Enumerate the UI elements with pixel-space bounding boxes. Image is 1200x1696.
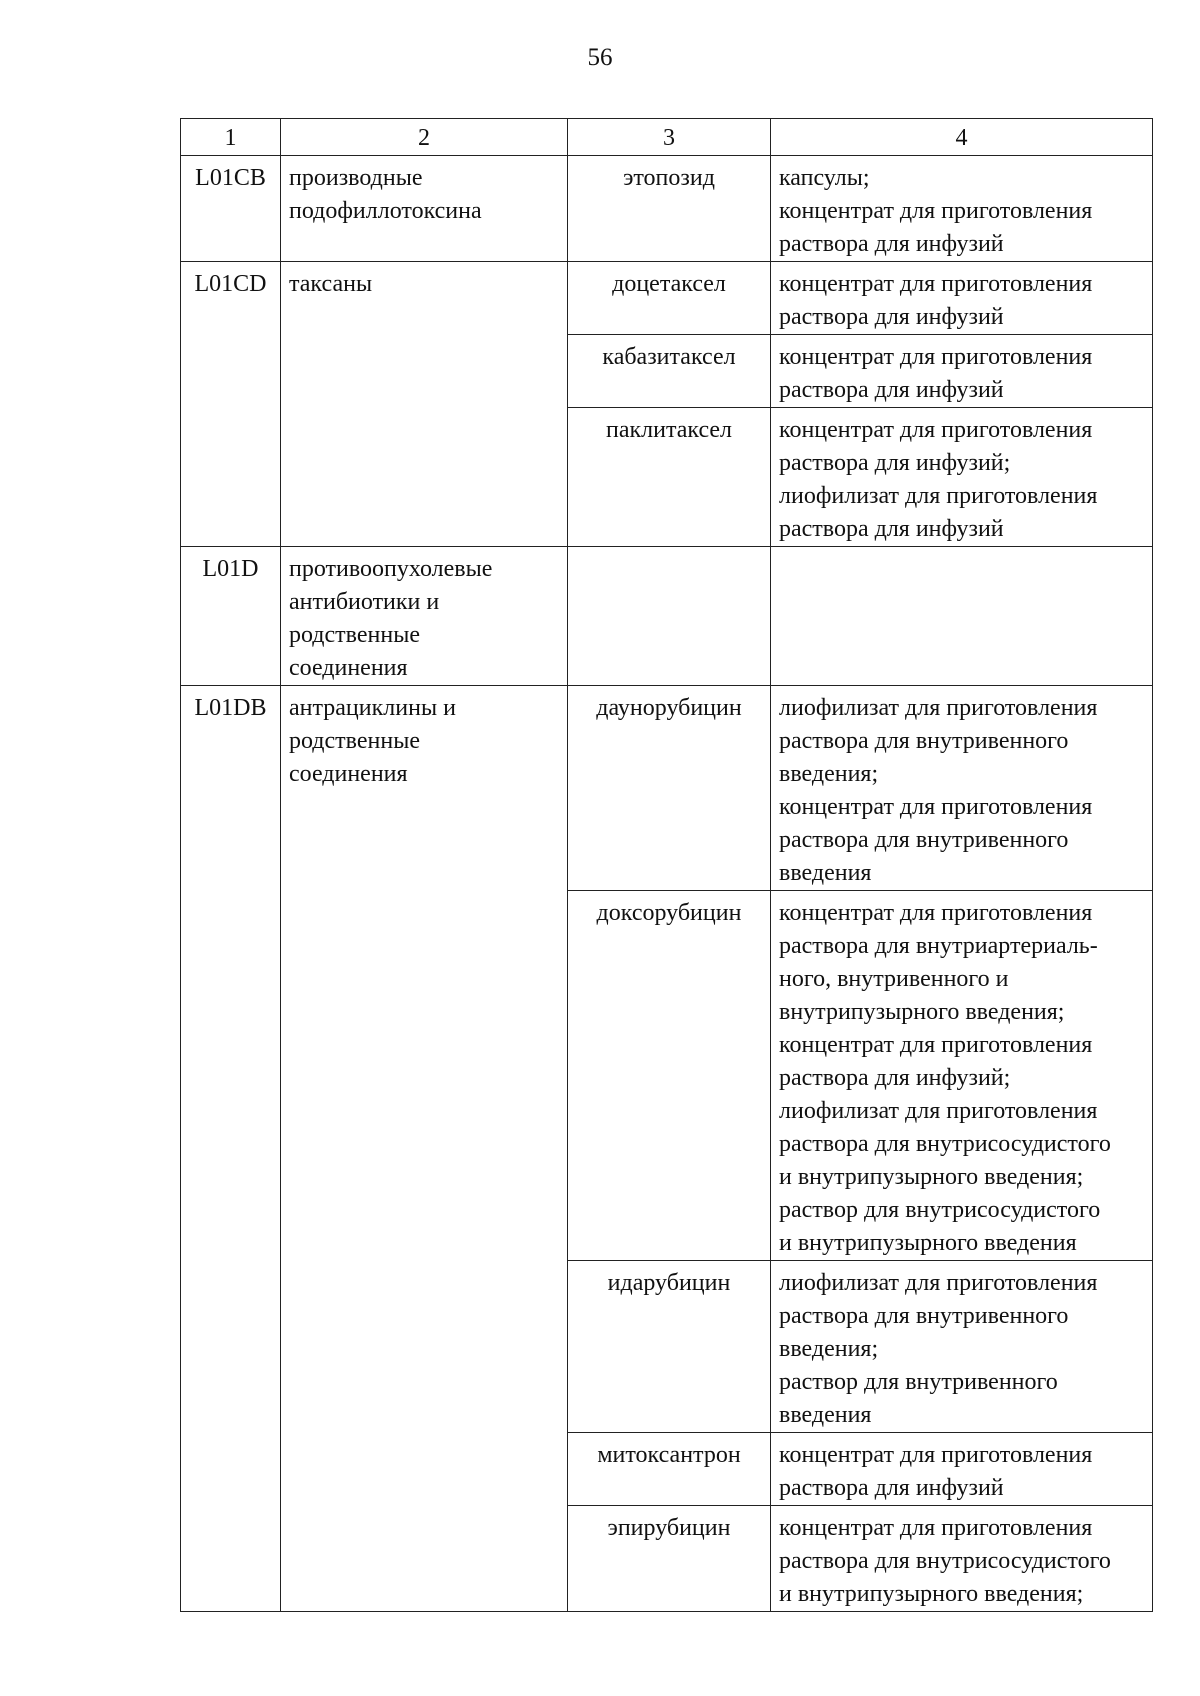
dosage-form-text-line: раствор для внутрисосудистого	[779, 1197, 1101, 1223]
group-text-line: антрациклины и	[289, 695, 456, 721]
dosage-form-cell	[771, 156, 1153, 262]
drug-name-cell: даунорубицин	[568, 686, 771, 891]
dosage-form-text-line: раствора для инфузий	[779, 377, 1004, 403]
dosage-form-text-line: лиофилизат для приготовления	[779, 483, 1098, 509]
dosage-form-text-line: и внутрипузырного введения	[779, 1230, 1077, 1256]
dosage-form-cell	[771, 262, 1153, 335]
atc-code-cell: L01D	[181, 547, 281, 686]
group-text-line: противоопухолевые	[289, 556, 493, 582]
column-header-4: 4	[771, 119, 1153, 156]
drug-name-cell: кабазитаксел	[568, 335, 771, 408]
drug-name-cell: доксорубицин	[568, 891, 771, 1261]
group-text-line: таксаны	[289, 271, 373, 297]
dosage-form-text-line: и внутрипузырного введения;	[779, 1164, 1084, 1190]
table-body	[181, 156, 1153, 1612]
group-text-line: соединения	[289, 761, 408, 787]
dosage-form-text-line: концентрат для приготовления	[779, 271, 1093, 297]
dosage-form-text-line: концентрат для приготовления	[779, 1442, 1093, 1468]
page-number: 56	[587, 44, 613, 71]
atc-code-cell: L01CB	[181, 156, 281, 262]
column-header-3: 3	[568, 119, 771, 156]
dosage-form-text-line: раствора для инфузий	[779, 1475, 1004, 1501]
column-header-1: 1	[181, 119, 281, 156]
drug-name-cell	[568, 547, 771, 686]
dosage-form-text-line: лиофилизат для приготовления	[779, 1270, 1098, 1296]
group-text-line: антибиотики и	[289, 589, 440, 615]
dosage-form-cell	[771, 1261, 1153, 1433]
dosage-form-text-line: внутрипузырного введения;	[779, 999, 1065, 1025]
anatomical-therapeutic-group-cell	[281, 156, 568, 262]
dosage-form-text-line: введения;	[779, 761, 879, 787]
dosage-form-text-line: раствора для внутривенного	[779, 827, 1069, 853]
dosage-form-text-line: раствора для инфузий	[779, 231, 1004, 257]
table-row	[181, 262, 1153, 335]
table-row	[181, 156, 1153, 262]
group-text-line: родственные	[289, 728, 420, 754]
dosage-form-text-line: концентрат для приготовления	[779, 1032, 1093, 1058]
dosage-form-text-line: лиофилизат для приготовления	[779, 1098, 1098, 1124]
drug-classification-table	[180, 118, 1153, 1612]
drug-name-cell: идарубицин	[568, 1261, 771, 1433]
group-text-line: соединения	[289, 655, 408, 681]
dosage-form-text-line: концентрат для приготовления	[779, 198, 1093, 224]
table-row	[181, 547, 1153, 686]
dosage-form-text-line: концентрат для приготовления	[779, 1515, 1093, 1541]
dosage-form-cell	[771, 1506, 1153, 1612]
dosage-form-text-line: введения;	[779, 1336, 879, 1362]
header-row	[181, 119, 1153, 156]
drug-name-cell: доцетаксел	[568, 262, 771, 335]
drug-classification-table-container	[180, 118, 1152, 1612]
dosage-form-cell	[771, 547, 1153, 686]
group-text-line: производные	[289, 165, 423, 191]
group-text-line: подофиллотоксина	[289, 198, 482, 224]
anatomical-therapeutic-group-cell	[281, 547, 568, 686]
dosage-form-text-line: концентрат для приготовления	[779, 417, 1093, 443]
dosage-form-cell	[771, 891, 1153, 1261]
dosage-form-text-line: раствора для внутрисосудистого	[779, 1131, 1111, 1157]
group-text-line: родственные	[289, 622, 420, 648]
dosage-form-text-line: раствора для инфузий;	[779, 450, 1011, 476]
drug-name-cell: этопозид	[568, 156, 771, 262]
atc-code-cell: L01CD	[181, 262, 281, 547]
dosage-form-text-line: концентрат для приготовления	[779, 344, 1093, 370]
dosage-form-text-line: раствора для внутриартериаль-	[779, 933, 1098, 959]
anatomical-therapeutic-group-cell	[281, 262, 568, 547]
dosage-form-text-line: введения	[779, 1402, 872, 1428]
dosage-form-text-line: раствора для инфузий	[779, 516, 1004, 542]
dosage-form-text-line: раствора для внутрисосудистого	[779, 1548, 1111, 1574]
dosage-form-text-line: раствора для инфузий;	[779, 1065, 1011, 1091]
dosage-form-cell	[771, 686, 1153, 891]
dosage-form-text-line: капсулы;	[779, 165, 870, 191]
dosage-form-text-line: раствора для внутривенного	[779, 728, 1069, 754]
atc-code-cell: L01DB	[181, 686, 281, 1612]
dosage-form-cell	[771, 335, 1153, 408]
table-row	[181, 686, 1153, 891]
dosage-form-text-line: раствора для внутривенного	[779, 1303, 1069, 1329]
dosage-form-text-line: раствор для внутривенного	[779, 1369, 1058, 1395]
dosage-form-cell	[771, 408, 1153, 547]
drug-name-cell: эпирубицин	[568, 1506, 771, 1612]
drug-name-cell: паклитаксел	[568, 408, 771, 547]
dosage-form-cell	[771, 1433, 1153, 1506]
column-header-2: 2	[281, 119, 568, 156]
dosage-form-text-line: концентрат для приготовления	[779, 900, 1093, 926]
dosage-form-text-line: концентрат для приготовления	[779, 794, 1093, 820]
dosage-form-text-line: введения	[779, 860, 872, 886]
dosage-form-text-line: и внутрипузырного введения;	[779, 1581, 1084, 1607]
anatomical-therapeutic-group-cell	[281, 686, 568, 1612]
dosage-form-text-line: ного, внутривенного и	[779, 966, 1009, 992]
drug-name-cell: митоксантрон	[568, 1433, 771, 1506]
dosage-form-text-line: раствора для инфузий	[779, 304, 1004, 330]
dosage-form-text-line: лиофилизат для приготовления	[779, 695, 1098, 721]
